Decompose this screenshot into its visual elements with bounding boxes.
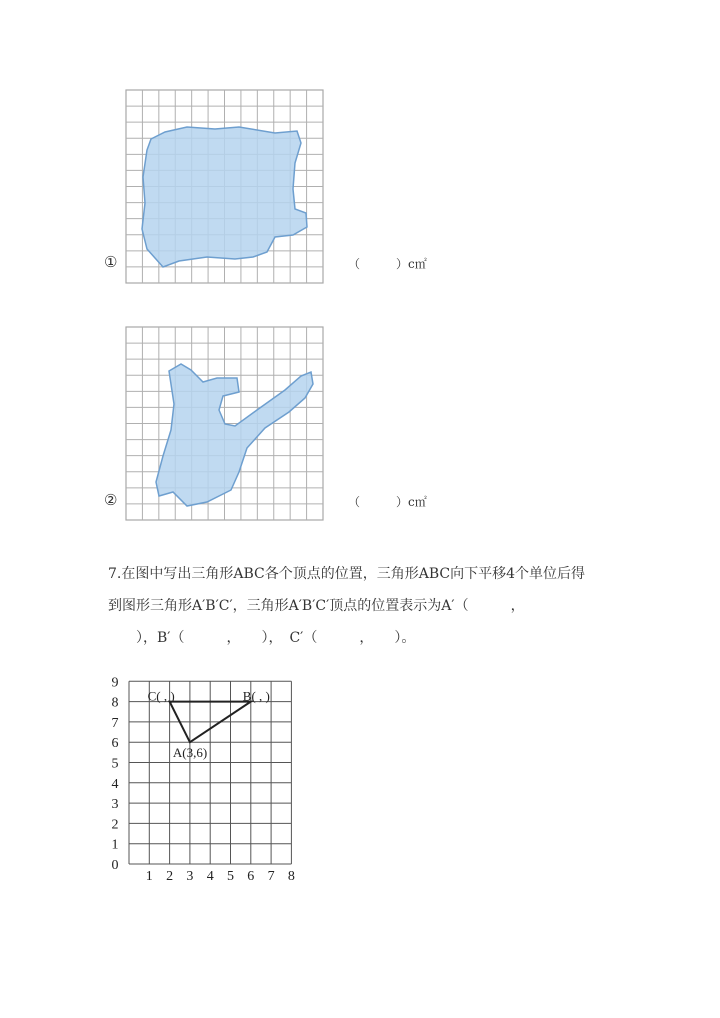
x-tick-label: 4: [206, 869, 214, 884]
y-tick-label: 4: [111, 776, 119, 792]
grid-figure-2: [125, 326, 325, 522]
y-tick-label: 6: [111, 736, 119, 752]
y-tick-label: 2: [111, 817, 119, 833]
figure-1-marker: ①: [104, 253, 118, 271]
y-tick-label: 1: [111, 837, 119, 853]
vertex-b-label: B( , ): [242, 688, 270, 704]
figure-2-answer-blank: （ ）c㎡: [348, 495, 427, 509]
figure-1-answer-blank: （ ）c㎡: [348, 257, 427, 271]
x-tick-label: 8: [287, 869, 295, 884]
x-tick-label: 3: [186, 869, 194, 884]
x-tick-label: 5: [227, 869, 234, 884]
figure-2-marker: ②: [104, 491, 118, 509]
vertex-c-label: C( , ): [147, 688, 175, 704]
coordinate-grid: [105, 672, 305, 884]
question-7-line-3: ），B′（ ， ）， C′（ ， ）。: [108, 630, 416, 646]
x-tick-label: 6: [247, 869, 255, 884]
question-7-line-1: 7.在图中写出三角形ABC各个顶点的位置，三角形ABC向下平移4个单位后得: [108, 566, 586, 582]
y-tick-label: 5: [111, 756, 119, 772]
x-tick-label: 2: [166, 869, 174, 884]
y-tick-label: 9: [111, 675, 119, 691]
y-tick-label: 0: [111, 858, 119, 873]
x-tick-label: 7: [267, 869, 275, 884]
x-tick-label: 1: [145, 869, 153, 884]
vertex-a-label: A(3,6): [172, 745, 208, 761]
y-tick-label: 8: [111, 695, 119, 711]
y-tick-label: 7: [111, 715, 119, 731]
y-tick-label: 3: [111, 797, 119, 813]
grid-figure-1: [125, 89, 325, 285]
question-7-line-2: 到图形三角形A′B′C′，三角形A′B′C′顶点的位置表示为A′（ ，: [108, 598, 525, 614]
